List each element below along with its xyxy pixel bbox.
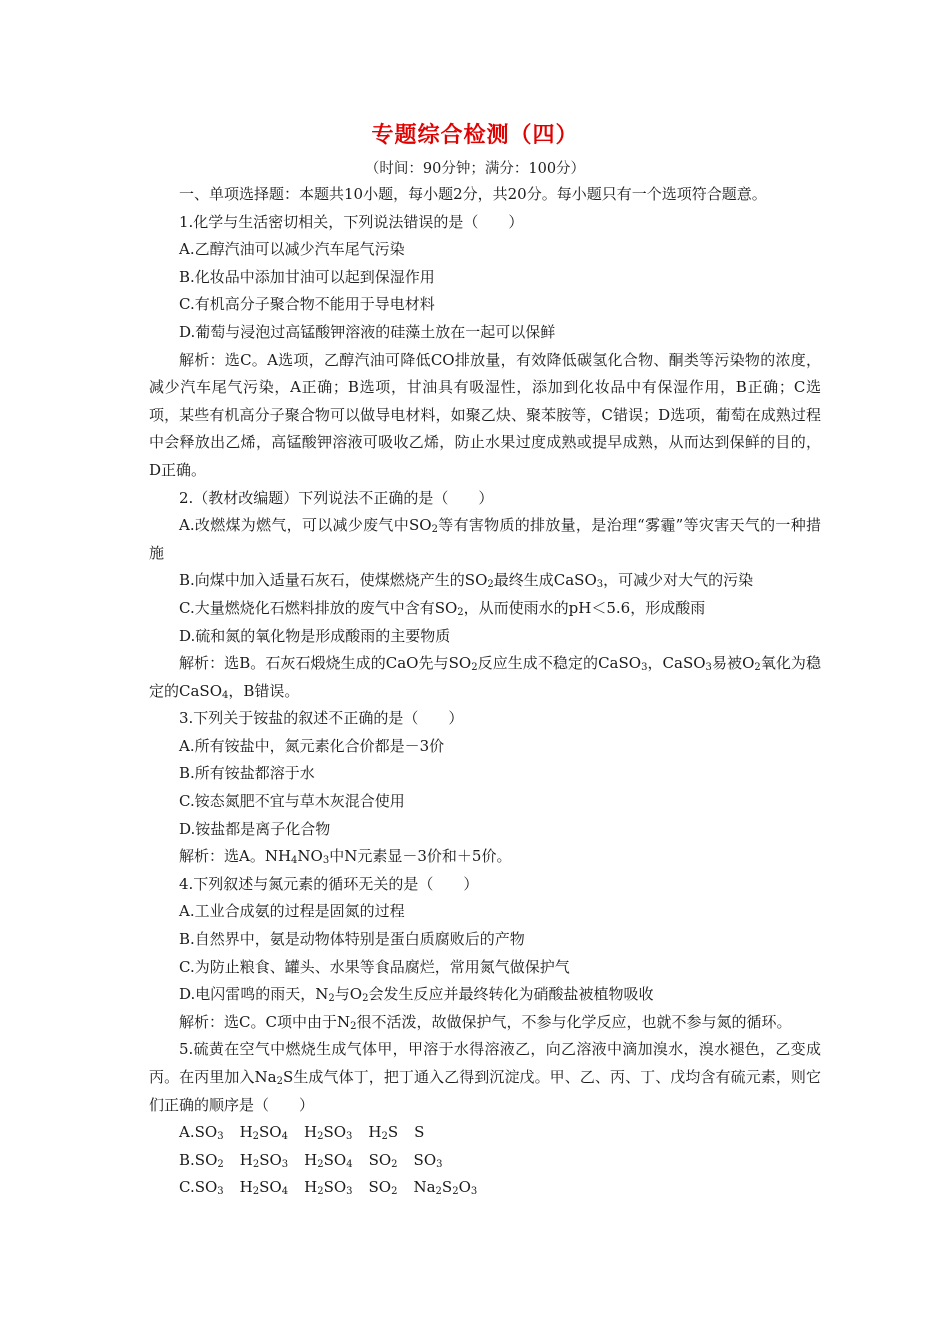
- question-3-analysis: 解析：选A。$NH_4NO_3$中N元素显－3价和＋5价。: [179, 847, 512, 867]
- question-4-analysis: 解析：选C。C项中由于$N_2$很不活泼，故做保护气，不参与化学反应，也就不参与氮的循环。: [179, 1012, 792, 1032]
- question-3-option-b: B.所有铵盐都溶于水: [179, 764, 315, 783]
- question-1-option-b: B.化妆品中添加甘油可以起到保湿作用: [179, 267, 435, 286]
- question-1-analysis: 解析：选C。A选项，乙醇汽油可降低CO排放量，有效降低碳氢化合物、酮类等污染物的浓度，减少汽车尾气污染，A正确；B选项，甘油具有吸湿性，添加到化妆品中有保湿作用，B正确；C选项，某些有机高分子聚合物可以做导电材料，如聚乙炔、聚苯胺等，C错误；D选项，葡萄在成熟过程中会释放出乙烯，高锰酸钾溶液可吸收乙烯，防止水果过度成熟或提早成熟，从而达到保鲜的目的，D正确。: [149, 350, 821, 479]
- section-instruction: 一、单项选择题：本题共10小题，每小题2分，共20分。每小题只有一个选项符合题意。: [179, 185, 767, 203]
- question-2-option-d: D.硫和氮的氧化物是形成酸雨的主要物质: [179, 626, 451, 645]
- question-2-option-b: B.向煤中加入适量石灰石，使煤燃烧产生的$SO_2$最终生成CaSO$_3$，可减少对大气的污染: [179, 571, 754, 591]
- exam-info: （时间：90分钟；满分：100分）: [364, 161, 586, 177]
- question-5-option-a: $A.SO_3$ $H_2SO_4$ $H_2SO_3$ $H_2S$ S: [179, 1123, 425, 1143]
- question-2-option-c: C.大量燃烧化石燃料排放的废气中含有$SO_2$，从而使雨水的pH＜5.6，形成酸雨: [179, 598, 706, 618]
- question-1-option-c: C.有机高分子聚合物不能用于导电材料: [179, 295, 435, 314]
- document-body: [149, 181, 821, 1202]
- question-1-option-d: D.葡萄与浸泡过高锰酸钾溶液的硅藻土放在一起可以保鲜: [179, 322, 556, 341]
- question-2-option-a: A.改燃煤为燃气，可以减少废气中$SO_2$等有害物质的排放量，是治理“雾霾”等灾害天气的一种措施: [149, 516, 821, 562]
- question-3-option-a: A.所有铵盐中，氮元素化合价都是－3价: [179, 736, 445, 755]
- question-1-option-a: A.乙醇汽油可以减少汽车尾气污染: [179, 240, 405, 259]
- question-1-stem: 1.化学与生活密切相关，下列说法错误的是（ ）: [179, 212, 524, 231]
- question-4-option-c: C.为防止粮食、罐头、水果等食品腐烂，常用氮气做保护气: [179, 957, 570, 976]
- question-4-stem: 4.下列叙述与氮元素的循环无关的是（ ）: [179, 874, 479, 893]
- question-4-option-a: A.工业合成氨的过程是固氮的过程: [179, 902, 405, 921]
- question-5-stem: 5.硫黄在空气中燃烧生成气体甲，甲溶于水得溶液乙，向乙溶液中滴加溴水，溴水褪色，乙变成丙。在丙里加入$Na_2S$生成气体丁，把丁通入乙得到沉淀戊。甲、乙、丙、丁、戊均含有硫元素，则它们正确的顺序是（ ）: [149, 1040, 822, 1114]
- question-3-option-d: D.铵盐都是离子化合物: [179, 819, 331, 838]
- question-4-option-d: D.电闪雷鸣的雨天，$N_2$与$O_2$会发生反应并最终转化为硝酸盐被植物吸收: [179, 985, 654, 1005]
- question-3-stem: 3.下列关于铵盐的叙述不正确的是（ ）: [179, 709, 464, 728]
- question-2-stem: 2.（教材改编题）下列说法不正确的是（ ）: [179, 488, 494, 507]
- page-title: 专题综合检测（四）: [371, 123, 579, 148]
- question-5-option-b: $B.SO_2$ $H_2SO_3$ $H_2SO_4$ $SO_2$ $SO_3$: [179, 1150, 443, 1170]
- question-2-analysis: 解析：选B。石灰石煅烧生成的CaO先与$SO_2$反应生成不稳定的CaSO$_3$，CaSO$_3$易被$O_2$氧化为稳定的CaSO$_4$，B错误。: [149, 654, 821, 701]
- question-5-option-c: $C.SO_3$ $H_2SO_4$ $H_2SO_3$ $SO_2$ $Na_2S_2O_3$: [179, 1178, 478, 1198]
- question-4-option-b: B.自然界中，氨是动物体特别是蛋白质腐败后的产物: [179, 930, 525, 949]
- question-3-option-c: C.铵态氮肥不宜与草木灰混合使用: [179, 792, 405, 811]
